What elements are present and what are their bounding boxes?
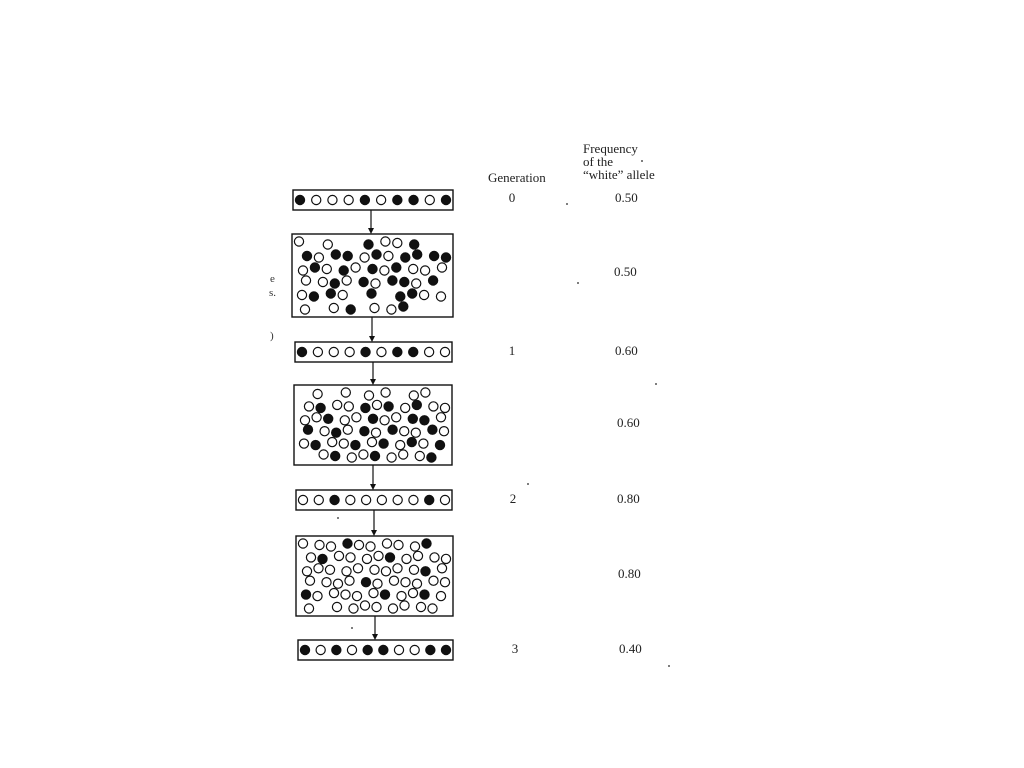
white-allele-pool-1: [299, 439, 308, 448]
white-allele-pool-2: [441, 554, 450, 563]
white-allele-pool-0: [329, 303, 338, 312]
white-allele-pool-2: [402, 554, 411, 563]
white-allele-pool-2: [345, 576, 354, 585]
white-allele-pool-0: [301, 276, 310, 285]
black-allele-pool-0: [364, 240, 373, 249]
black-allele-pool-0: [339, 266, 348, 275]
black-allele-pool-1: [311, 441, 320, 450]
black-allele-pool-1: [384, 402, 393, 411]
black-allele-gen-3: [441, 645, 450, 654]
white-allele-gen-0: [425, 195, 434, 204]
flow-arrowhead-4: [371, 530, 377, 536]
black-allele-pool-1: [370, 451, 379, 460]
white-allele-pool-1: [341, 388, 350, 397]
white-allele-pool-2: [349, 604, 358, 613]
black-allele-pool-2: [422, 539, 431, 548]
white-allele-pool-0: [338, 290, 347, 299]
white-allele-pool-1: [339, 439, 348, 448]
white-allele-pool-2: [333, 579, 342, 588]
flow-arrowhead-3: [370, 484, 376, 490]
white-allele-pool-1: [440, 403, 449, 412]
black-allele-pool-0: [401, 253, 410, 262]
white-allele-pool-2: [373, 579, 382, 588]
white-allele-pool-1: [344, 402, 353, 411]
white-allele-pool-2: [408, 589, 417, 598]
white-allele-pool-0: [437, 263, 446, 272]
white-allele-pool-2: [342, 567, 351, 576]
white-allele-pool-1: [364, 391, 373, 400]
white-allele-pool-2: [374, 551, 383, 560]
black-allele-pool-0: [392, 263, 401, 272]
black-allele-pool-1: [303, 425, 312, 434]
scan-speck: [527, 483, 529, 485]
white-allele-pool-0: [436, 292, 445, 301]
white-allele-pool-2: [302, 567, 311, 576]
white-allele-pool-1: [320, 427, 329, 436]
black-allele-pool-1: [408, 414, 417, 423]
generation-label-0: 0: [508, 190, 516, 205]
black-allele-pool-2: [301, 590, 310, 599]
white-allele-pool-2: [313, 592, 322, 601]
black-allele-pool-0: [430, 251, 439, 260]
black-allele-pool-0: [388, 276, 397, 285]
white-allele-pool-2: [409, 565, 418, 574]
generation-label-1: 1: [508, 343, 516, 358]
black-allele-pool-2: [420, 590, 429, 599]
white-allele-pool-2: [429, 576, 438, 585]
black-allele-gen-2: [330, 495, 339, 504]
white-allele-pool-1: [347, 453, 356, 462]
white-allele-pool-2: [366, 542, 375, 551]
white-allele-pool-2: [334, 551, 343, 560]
white-allele-pool-2: [325, 565, 334, 574]
white-allele-pool-2: [369, 589, 378, 598]
black-allele-pool-0: [399, 302, 408, 311]
white-allele-pool-1: [367, 438, 376, 447]
white-allele-pool-2: [401, 578, 410, 587]
black-allele-gen-0: [393, 195, 402, 204]
white-allele-pool-2: [370, 565, 379, 574]
white-allele-pool-1: [304, 402, 313, 411]
white-allele-pool-2: [381, 567, 390, 576]
black-allele-pool-0: [400, 277, 409, 286]
black-allele-gen-1: [361, 347, 370, 356]
white-allele-pool-1: [340, 416, 349, 425]
generation-label-2: 2: [509, 491, 517, 506]
black-allele-pool-2: [380, 590, 389, 599]
flow-arrowhead-1: [369, 336, 375, 342]
black-allele-gen-1: [297, 347, 306, 356]
white-allele-gen-2: [377, 495, 386, 504]
frequency-header-line-1: Frequency: [583, 141, 638, 156]
black-allele-pool-2: [421, 567, 430, 576]
white-allele-pool-2: [346, 553, 355, 562]
black-allele-pool-0: [302, 251, 311, 260]
black-allele-gen-3: [300, 645, 309, 654]
black-allele-gen-3: [379, 645, 388, 654]
white-allele-pool-1: [352, 413, 361, 422]
generation-column-header: Generation: [488, 170, 546, 185]
white-allele-pool-2: [314, 564, 323, 573]
black-allele-pool-0: [396, 292, 405, 301]
white-allele-pool-2: [389, 576, 398, 585]
white-allele-gen-3: [347, 645, 356, 654]
black-allele-pool-1: [420, 416, 429, 425]
white-allele-pool-2: [354, 540, 363, 549]
black-allele-pool-0: [330, 279, 339, 288]
edge-text-fragment-3: ): [270, 330, 274, 342]
white-allele-pool-1: [399, 450, 408, 459]
white-allele-pool-1: [421, 388, 430, 397]
white-allele-gen-0: [312, 195, 321, 204]
white-allele-pool-2: [410, 542, 419, 551]
white-allele-pool-2: [416, 602, 425, 611]
white-allele-pool-1: [400, 427, 409, 436]
black-allele-pool-0: [343, 251, 352, 260]
white-allele-pool-1: [381, 388, 390, 397]
white-allele-pool-2: [353, 564, 362, 573]
white-allele-pool-2: [305, 576, 314, 585]
scan-speck: [566, 203, 568, 205]
white-allele-pool-2: [388, 604, 397, 613]
scan-speck: [337, 517, 339, 519]
black-allele-pool-1: [388, 425, 397, 434]
white-allele-gen-1: [425, 347, 434, 356]
black-allele-pool-0: [441, 253, 450, 262]
black-allele-pool-1: [368, 414, 377, 423]
white-allele-pool-0: [360, 253, 369, 262]
white-allele-gen-1: [440, 347, 449, 356]
white-allele-pool-1: [439, 427, 448, 436]
white-allele-pool-0: [300, 305, 309, 314]
white-allele-pool-0: [393, 238, 402, 247]
scan-speck: [577, 282, 579, 284]
white-allele-gen-2: [298, 495, 307, 504]
white-allele-pool-0: [351, 263, 360, 272]
white-allele-pool-2: [400, 601, 409, 610]
black-allele-gen-2: [425, 495, 434, 504]
white-allele-pool-0: [384, 251, 393, 260]
black-allele-pool-0: [367, 289, 376, 298]
white-allele-pool-2: [412, 579, 421, 588]
white-allele-pool-0: [370, 303, 379, 312]
white-allele-pool-1: [333, 400, 342, 409]
white-allele-pool-1: [436, 413, 445, 422]
white-allele-gen-2: [346, 495, 355, 504]
scan-speck: [655, 383, 657, 385]
white-allele-pool-0: [421, 266, 430, 275]
white-allele-pool-2: [436, 592, 445, 601]
white-allele-pool-2: [306, 553, 315, 562]
frequency-label-gen-2: 0.80: [617, 491, 640, 506]
white-allele-pool-2: [341, 590, 350, 599]
white-allele-pool-0: [314, 253, 323, 262]
black-allele-pool-1: [324, 414, 333, 423]
black-allele-pool-0: [408, 289, 417, 298]
white-allele-pool-1: [328, 438, 337, 447]
flow-arrowhead-5: [372, 634, 378, 640]
black-allele-pool-1: [427, 453, 436, 462]
black-allele-pool-0: [346, 305, 355, 314]
white-allele-pool-1: [401, 403, 410, 412]
white-allele-pool-2: [394, 540, 403, 549]
black-allele-gen-0: [441, 195, 450, 204]
white-allele-pool-1: [359, 450, 368, 459]
black-allele-pool-1: [316, 403, 325, 412]
frequency-header-line-3: “white” allele: [583, 167, 655, 182]
white-allele-gen-2: [362, 495, 371, 504]
white-allele-pool-1: [371, 428, 380, 437]
white-allele-pool-1: [387, 453, 396, 462]
white-allele-pool-1: [313, 389, 322, 398]
white-allele-pool-0: [409, 264, 418, 273]
edge-text-fragment-1: e: [270, 273, 275, 285]
scan-speck: [351, 627, 353, 629]
black-allele-pool-1: [428, 425, 437, 434]
white-allele-gen-0: [377, 195, 386, 204]
black-allele-gen-3: [426, 645, 435, 654]
white-allele-pool-2: [428, 604, 437, 613]
white-allele-pool-2: [430, 553, 439, 562]
scan-speck: [668, 665, 670, 667]
black-allele-gen-0: [295, 195, 304, 204]
black-allele-pool-2: [361, 578, 370, 587]
black-allele-gen-3: [363, 645, 372, 654]
scan-speck: [641, 160, 643, 162]
white-allele-pool-0: [420, 290, 429, 299]
white-allele-gen-2: [314, 495, 323, 504]
white-allele-pool-1: [411, 428, 420, 437]
white-allele-pool-1: [312, 413, 321, 422]
white-allele-pool-2: [437, 564, 446, 573]
white-allele-pool-0: [294, 237, 303, 246]
white-allele-gen-2: [393, 495, 402, 504]
white-allele-pool-1: [429, 402, 438, 411]
frequency-label-gen-1: 0.60: [615, 343, 638, 358]
frequency-label-pool-2: 0.80: [618, 566, 641, 581]
white-allele-pool-2: [360, 601, 369, 610]
black-allele-pool-0: [359, 277, 368, 286]
white-allele-pool-2: [326, 542, 335, 551]
black-allele-pool-2: [318, 554, 327, 563]
black-allele-pool-1: [407, 438, 416, 447]
white-allele-pool-2: [372, 602, 381, 611]
white-allele-pool-0: [298, 266, 307, 275]
white-allele-pool-2: [322, 578, 331, 587]
black-allele-pool-0: [326, 289, 335, 298]
frequency-label-pool-0: 0.50: [614, 264, 637, 279]
white-allele-pool-1: [392, 413, 401, 422]
black-allele-pool-1: [361, 403, 370, 412]
white-allele-pool-1: [380, 416, 389, 425]
white-allele-gen-0: [328, 195, 337, 204]
white-allele-gen-3: [316, 645, 325, 654]
white-allele-pool-2: [298, 539, 307, 548]
black-allele-pool-1: [331, 451, 340, 460]
black-allele-pool-0: [368, 264, 377, 273]
white-allele-pool-2: [413, 551, 422, 560]
generation-label-3: 3: [511, 641, 519, 656]
white-allele-pool-2: [397, 592, 406, 601]
white-allele-gen-3: [394, 645, 403, 654]
white-allele-pool-0: [380, 266, 389, 275]
white-allele-gen-1: [329, 347, 338, 356]
black-allele-gen-0: [409, 195, 418, 204]
white-allele-pool-2: [362, 554, 371, 563]
white-allele-gen-2: [440, 495, 449, 504]
white-allele-pool-2: [332, 602, 341, 611]
white-allele-pool-0: [342, 276, 351, 285]
white-allele-pool-0: [371, 279, 380, 288]
black-allele-pool-0: [309, 292, 318, 301]
black-allele-pool-0: [410, 240, 419, 249]
white-allele-pool-0: [323, 240, 332, 249]
black-allele-pool-1: [435, 441, 444, 450]
edge-text-fragment-2: s.: [269, 287, 277, 299]
white-allele-gen-0: [344, 195, 353, 204]
white-allele-pool-1: [343, 425, 352, 434]
black-allele-gen-1: [409, 347, 418, 356]
flow-arrowhead-0: [368, 228, 374, 234]
frequency-label-pool-1: 0.60: [617, 415, 640, 430]
white-allele-pool-0: [318, 277, 327, 286]
frequency-label-gen-0: 0.50: [615, 190, 638, 205]
white-allele-gen-1: [313, 347, 322, 356]
white-allele-gen-2: [409, 495, 418, 504]
white-allele-gen-3: [410, 645, 419, 654]
white-allele-pool-2: [329, 589, 338, 598]
frequency-header-line-2: of the: [583, 154, 613, 169]
black-allele-pool-0: [372, 250, 381, 259]
white-allele-pool-0: [387, 305, 396, 314]
black-allele-pool-1: [351, 441, 360, 450]
frequency-label-gen-3: 0.40: [619, 641, 642, 656]
white-allele-pool-1: [396, 441, 405, 450]
white-allele-pool-0: [297, 290, 306, 299]
white-allele-pool-0: [412, 279, 421, 288]
black-allele-pool-0: [413, 250, 422, 259]
black-allele-pool-1: [412, 400, 421, 409]
black-allele-pool-1: [379, 439, 388, 448]
white-allele-pool-1: [319, 450, 328, 459]
white-allele-pool-0: [381, 237, 390, 246]
black-allele-pool-2: [385, 553, 394, 562]
white-allele-gen-1: [345, 347, 354, 356]
white-allele-pool-2: [304, 604, 313, 613]
white-allele-pool-2: [382, 539, 391, 548]
black-allele-pool-0: [331, 250, 340, 259]
black-allele-gen-1: [393, 347, 402, 356]
white-allele-gen-1: [377, 347, 386, 356]
black-allele-pool-1: [332, 428, 341, 437]
white-allele-pool-2: [315, 540, 324, 549]
black-allele-pool-2: [343, 539, 352, 548]
frequency-column-header: [583, 142, 655, 181]
white-allele-pool-1: [409, 391, 418, 400]
white-allele-pool-2: [352, 592, 361, 601]
flow-arrowhead-2: [370, 379, 376, 385]
white-allele-pool-1: [372, 400, 381, 409]
white-allele-pool-2: [393, 564, 402, 573]
black-allele-pool-1: [360, 427, 369, 436]
white-allele-pool-2: [440, 578, 449, 587]
black-allele-gen-0: [360, 195, 369, 204]
black-allele-pool-0: [310, 263, 319, 272]
black-allele-gen-3: [332, 645, 341, 654]
white-allele-pool-0: [322, 264, 331, 273]
black-allele-pool-0: [429, 276, 438, 285]
white-allele-pool-1: [300, 416, 309, 425]
white-allele-pool-1: [419, 439, 428, 448]
white-allele-pool-1: [415, 451, 424, 460]
